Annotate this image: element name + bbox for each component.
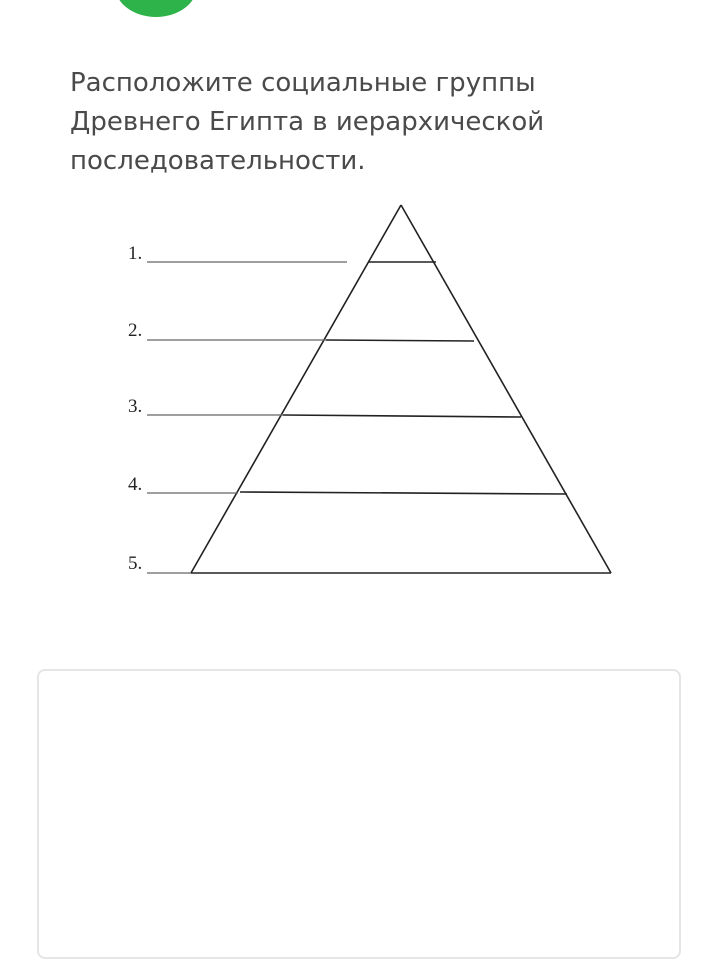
pyramid-right-edge [401, 205, 611, 573]
tier-divider-2 [326, 340, 474, 341]
tier-divider-3 [283, 415, 521, 417]
tier-divider-4 [240, 492, 567, 494]
answer-input-box[interactable] [37, 669, 681, 959]
pyramid-left-edge [191, 205, 401, 573]
tier-label-4: 4. [128, 474, 143, 495]
tier-label-5: 5. [128, 553, 143, 574]
tier-label-2: 2. [128, 320, 143, 341]
avatar[interactable] [115, 0, 197, 17]
tier-label-3: 3. [128, 396, 143, 417]
tier-label-1: 1. [128, 243, 143, 264]
question-text: Расположите социальные группы Древнего Египта в иерархической последовательности. [70, 68, 545, 176]
